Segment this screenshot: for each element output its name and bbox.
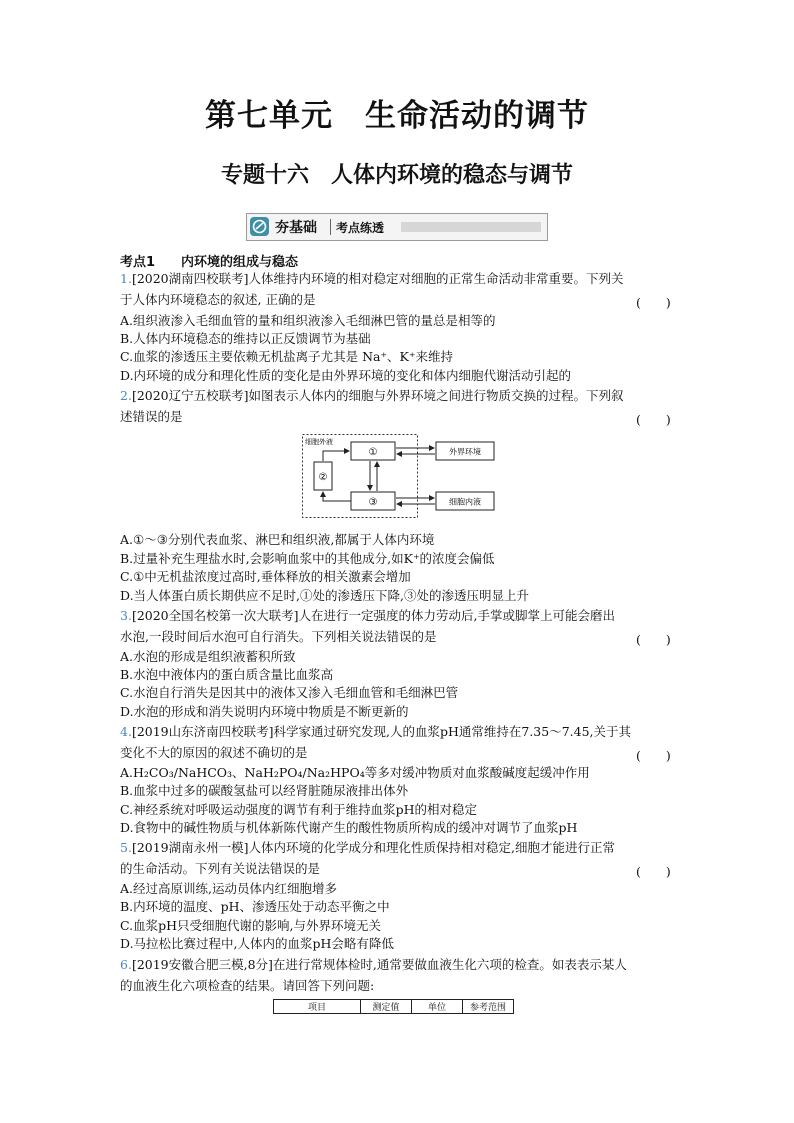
external-env-label: 外界环境 xyxy=(449,447,481,457)
question-2-stem-line-1: 2.[2020辽宁五校联考]如图表示人体内的细胞与外界环境之间进行物质交换的过程。下列叙 xyxy=(120,388,624,403)
option: A.经过高原训练,运动员体内红细胞增多 xyxy=(120,881,337,896)
option: B.人体内环境稳态的维持以正反馈调节为基础 xyxy=(120,331,371,346)
option: D.食物中的碱性物质与机体新陈代谢产生的酸性物质所构成的缓冲对调节了血浆pH xyxy=(120,820,578,835)
table-header-cell: 测定值 xyxy=(361,1000,412,1014)
option: D.当人体蛋白质长期供应不足时,①处的渗透压下降,③处的渗透压明显上升 xyxy=(120,588,529,603)
question-5-stem-line-1: 5.[2019湖南永州一模]人体内环境的化学成分和理化性质保持相对稳定,细胞才能进行正常 xyxy=(120,840,615,855)
table-header-cell: 参考范围 xyxy=(463,1000,514,1014)
question-1-answer-blank: ( ) xyxy=(636,295,671,310)
outer-label: 细胞外液 xyxy=(305,438,333,446)
option: C.神经系统对呼吸运动强度的调节有利于维持血浆pH的相对稳定 xyxy=(120,802,477,817)
banner-main-label: 夯基础 xyxy=(275,220,317,236)
option: B.血浆中过多的碳酸氢盐可以经肾脏随尿液排出体外 xyxy=(120,783,409,798)
option: A.H₂CO₃/NaHCO₃、NaH₂PO₄/Na₂HPO₄等多对缓冲物质对血浆酸碱度起缓冲作用 xyxy=(120,765,590,780)
option: B.过量补充生理盐水时,会影响血浆中的其他成分,如K⁺的浓度会偏低 xyxy=(120,551,495,566)
option: D.内环境的成分和理化性质的变化是由外界环境的变化和体内细胞代谢活动引起的 xyxy=(120,368,572,383)
question-4-stem-line-1: 4.[2019山东济南四校联考]科学家通过研究发现,人的血浆pH通常维持在7.35～7.45,关于其 xyxy=(120,724,632,739)
question-6-stem-line-2: 的血液生化六项检查的结果。请回答下列问题: xyxy=(120,978,375,993)
option: D.马拉松比赛过程中,人体内的血浆pH会略有降低 xyxy=(120,936,394,951)
leaf-badge-icon xyxy=(250,217,269,236)
option: C.水泡自行消失是因其中的液体又渗入毛细血管和毛细淋巴管 xyxy=(120,685,459,700)
intracellular-label: 细胞内液 xyxy=(449,497,481,507)
question-1-stem-line-1: 1.[2020湖南四校联考]人体维持内环境的相对稳定对细胞的正常生命活动非常重要。下列关 xyxy=(120,271,624,286)
question-1-stem-line-2: 于人体内环境稳态的叙述, 正确的是 xyxy=(120,292,316,307)
section-banner xyxy=(246,213,548,241)
option: B.水泡中液体内的蛋白质含量比血浆高 xyxy=(120,667,334,682)
banner-bar xyxy=(401,222,541,232)
banner-sub-label: 考点练透 xyxy=(336,221,385,235)
table-header-cell: 项目 xyxy=(274,1000,361,1014)
question-2-stem-line-2: 述错误的是 xyxy=(120,409,183,424)
question-4-answer-blank: ( ) xyxy=(636,748,671,763)
option: B.内环境的温度、pH、渗透压处于动态平衡之中 xyxy=(120,899,390,914)
arrow-2-to-1 xyxy=(323,451,349,461)
node-3-label: ③ xyxy=(368,497,378,508)
question-2-answer-blank: ( ) xyxy=(636,412,671,427)
section-heading xyxy=(120,251,298,270)
section-label: 考点1 xyxy=(120,255,156,270)
question-4-stem-line-2: 变化不大的原因的叙述不确切的是 xyxy=(120,745,308,760)
topic-title: 专题十六 人体内环境的稳态与调节 xyxy=(220,163,573,188)
table-header-cell: 单位 xyxy=(412,1000,463,1014)
banner-divider xyxy=(330,219,331,235)
question-3-stem-line-2: 水泡,一段时间后水泡可自行消失。下列相关说法错误的是 xyxy=(120,629,437,644)
question-5-answer-blank: ( ) xyxy=(636,864,671,879)
arrow-3-to-2 xyxy=(323,492,351,501)
option: A.①～③分别代表血浆、淋巴和组织液,都属于人体内环境 xyxy=(120,532,435,547)
node-2-label: ② xyxy=(318,472,328,483)
question-3-answer-blank: ( ) xyxy=(636,632,671,647)
option: C.血浆pH只受细胞代谢的影响,与外界环境无关 xyxy=(120,918,381,933)
question-3-stem-line-1: 3.[2020全国名校第一次大联考]人在进行一定强度的体力劳动后,手掌或脚掌上可能会磨出 xyxy=(120,608,615,623)
blood-test-table xyxy=(273,999,514,1014)
section-title: 内环境的组成与稳态 xyxy=(181,255,299,270)
option: A.组织液渗入毛细血管的量和组织液渗入毛细淋巴管的量总是相等的 xyxy=(120,313,496,328)
option: D.水泡的形成和消失说明内环境中物质是不断更新的 xyxy=(120,704,409,719)
unit-title: 第七单元 生命活动的调节 xyxy=(205,98,589,134)
option: C.①中无机盐浓度过高时,垂体释放的相关激素会增加 xyxy=(120,569,411,584)
exchange-diagram xyxy=(302,434,498,518)
question-5-stem-line-2: 的生命活动。下列有关说法错误的是 xyxy=(120,861,321,876)
option: C.血浆的渗透压主要依赖无机盐离子尤其是 Na⁺、K⁺来维持 xyxy=(120,349,453,364)
node-1-label: ① xyxy=(368,447,378,458)
option: A.水泡的形成是组织液蓄积所致 xyxy=(120,649,296,664)
question-6-stem-line-1: 6.[2019安徽合肥三模,8分]在进行常规体检时,通常要做血液生化六项的检查。如表表示某人 xyxy=(120,957,627,972)
table-header-row xyxy=(274,1000,514,1014)
